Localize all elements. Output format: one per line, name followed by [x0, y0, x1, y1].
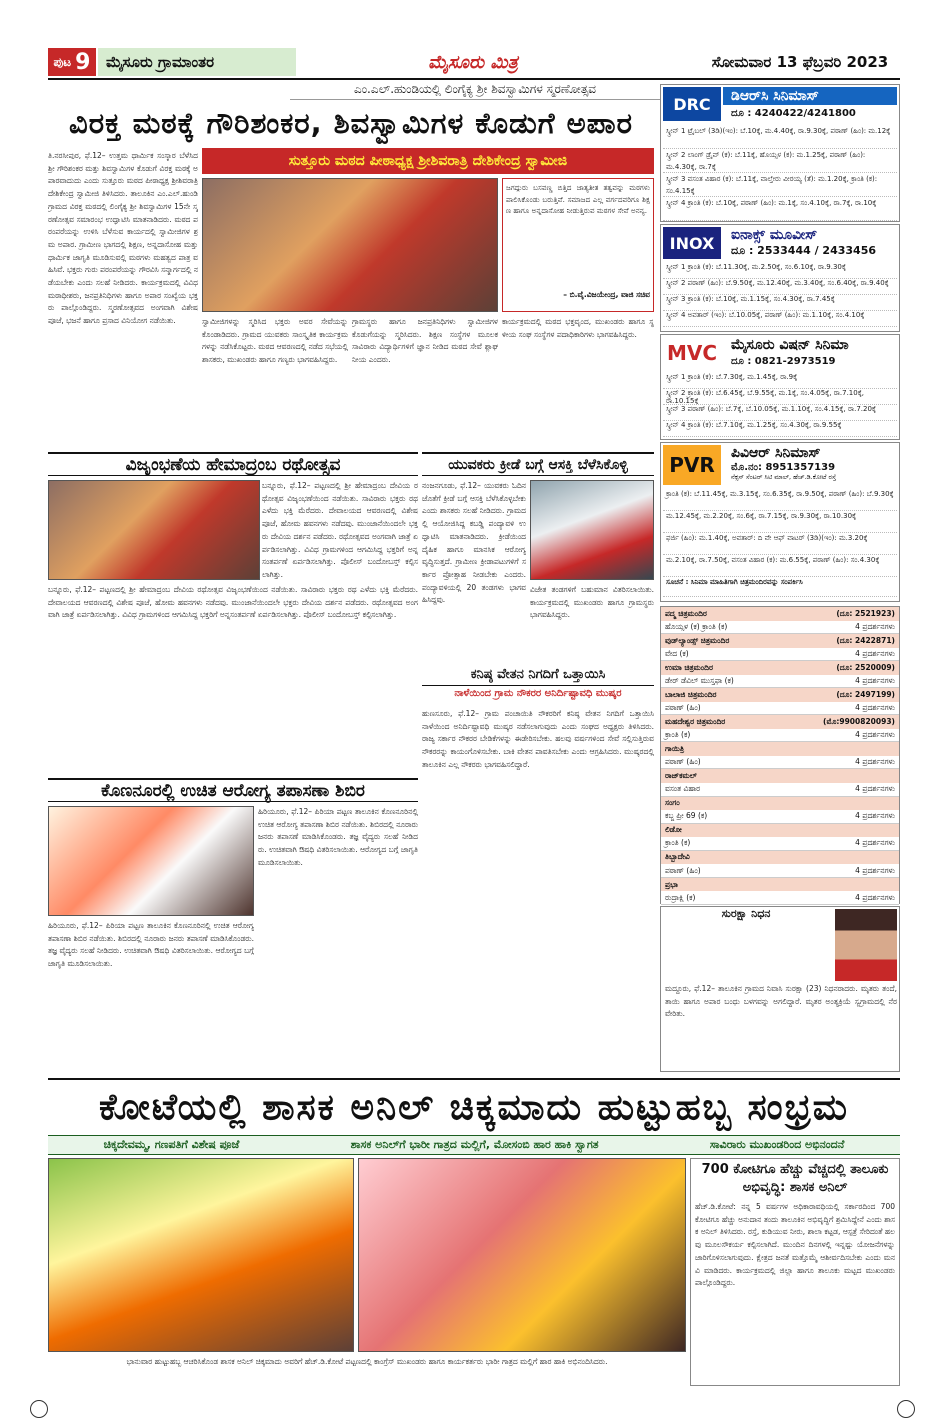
theatre-name-row — [661, 878, 899, 892]
theatre-name: ತಿಬ್ಬಾದೇವಿ — [665, 852, 690, 862]
theatre-name: ಉಮಾ ಚಿತ್ರಮಂದಿರ — [665, 662, 713, 672]
issue-date: ಸೋಮವಾರ 13 ಫೆಬ್ರವರಿ 2023 — [711, 53, 889, 71]
drc-logo: DRC — [663, 87, 721, 121]
theatre-film-row — [661, 756, 899, 770]
sports-photo — [530, 480, 654, 580]
section-name: ಮೈಸೂರು ಗ್ರಾಮಾಂತರ — [98, 48, 296, 76]
inox-name: ಐನಾಕ್ಸ್ ಮೂವೀಸ್ — [723, 227, 897, 243]
theatre-film: ಪಠಾಣ್ (ಹಿಂ) — [665, 757, 701, 767]
lead-col-2: ಸ್ವಾಮೀಜಿಗಳನ್ನು ಸ್ಮರಿಸಿದ ಭಕ್ತರು ಅವರ ಸೇವೆಯನ್ನು ಕೊಂಡಾಡಿದರು. ಗ್ರಾಮದ ಯುವಕರು ಸಾಂಸ್ಕೃತಿಕ ಕಾರ್ಯಕ್ರಮಗಳನ್ನು ನಡೆಸಿಕೊಟ್ಟರು. ಮಠದ ಆವರಣದಲ್ಲಿ ನಡೆದ ಸಭೆಯಲ್ಲಿ ಶಾಸಕರು, ಮುಖಂಡರು ಹಾಗೂ ಗಣ್ಯರು ಭಾಗವಹಿಸಿದ್ದರು. — [202, 317, 348, 365]
mvc-name: ಮೈಸೂರು ವಿಷನ್ ಸಿನಿಮಾ — [723, 337, 897, 353]
theatre-film-row — [661, 648, 899, 662]
theatre-name-row — [661, 715, 899, 729]
drc-screen-row: ಸ್ಕ್ರೀನ್ 1 ಟ್ರೈಬಲ್ (3ಡಿ)(ಇಂ): ಬೆ.10ಕ್ಕೆ, ಮ.4.40ಕ್ಕೆ, ರಾ.9.30ಕ್ಕೆ, ಪಠಾಣ್ (ಹಿಂ): ಮ.12ಕ್ಕೆ — [663, 125, 897, 149]
inox-panel — [660, 224, 900, 332]
inox-screen-row: ಸ್ಕ್ರೀನ್ 2 ಪಠಾಣ್ (ಹಿಂ): ಬೆ.9.50ಕ್ಕೆ, ಮ.12.40ಕ್ಕೆ, ಮ.3.40ಕ್ಕೆ, ಸಂ.6.40ಕ್ಕೆ, ರಾ.9.40ಕ್ಕೆ — [663, 279, 897, 295]
theatre-phone: (ಮೊ:9900820093) — [823, 717, 895, 727]
pvr-address: ನೆಕ್ಸಸ್ ಸೆಂಟರ್ ಸಿಟಿ ಮಾಲ್, ಹೆಚ್.ಡಿ.ಕೋಟೆ ರಸ್ತೆ — [731, 473, 837, 481]
development-box-headline: 700 ಕೋಟಿಗೂ ಹೆಚ್ಚು ವೆಚ್ಚದಲ್ಲಿ ತಾಲೂಕು ಅಭಿವೃದ್ಧಿ: ಶಾಸಕ ಅನಿಲ್ — [701, 1162, 889, 1195]
theatre-entry — [661, 797, 899, 824]
obituary-photo — [835, 909, 897, 981]
inox-screen-row: ಸ್ಕ್ರೀನ್ 1 ಕ್ರಾಂತಿ (ಕ): ಬೆ.11.30ಕ್ಕೆ, ಮ.2.50ಕ್ಕೆ, ಸಂ.6.10ಕ್ಕೆ, ರಾ.9.30ಕ್ಕೆ — [663, 263, 897, 279]
theatre-shows: 4 ಪ್ರದರ್ಶನಗಳು — [855, 675, 895, 685]
theatre-entry — [661, 742, 899, 769]
theatre-shows: 4 ಪ್ರದರ್ಶನಗಳು — [855, 703, 895, 713]
theatre-film-row — [661, 783, 899, 797]
lead-col-1: ತಿ.ನರಸೀಪುರ, ಫೆ.12– ಉತ್ತಮ ಧಾರ್ಮಿಕ ಸಂಸ್ಕಾರ ಬೆಳೆಸಿದ ಶ್ರೀ ಗೌರಿಶಂಕರ ಮತ್ತು ಶಿವಸ್ವಾಮಿಗಳ ಕೊಡುಗೆ ವಿರಕ್ತ ಮಠಕ್ಕೆ ಅಪಾರವಾದುದು ಎಂದು ಸುತ್ತೂರು ಮಠದ ಪೀಠಾಧ್ಯಕ್ಷ ಶ್ರೀಶಿವರಾತ್ರಿ ದೇಶಿಕೇಂದ್ರ ಸ್ವಾಮೀಜಿ ತಿಳಿಸಿದರು. ತಾಲೂಕಿನ ಎಂ.ಎಲ್.ಹುಂಡಿ ಗ್ರಾಮದ ವಿರಕ್ತ ಮಠದಲ್ಲಿ ಲಿಂಗೈಕ್ಯ ಶ್ರೀ ಶಿವಸ್ವಾಮಿಗಳ 15ನೇ ಸ್ಮರಣೋತ್ಸವ ಸಮಾರಂಭ ಉದ್ಘಾಟಿಸಿ ಮಾತನಾಡಿದರು. ಮಠದ ಪರಂಪರೆಯನ್ನು ಉಳಿಸಿ ಬೆಳೆಸುವ ಕಾರ್ಯದಲ್ಲಿ ಸ್ವಾಮೀಜಿಗಳ ಶ್ರಮ ಅಪಾರ. ಗ್ರಾಮೀಣ ಭಾಗದಲ್ಲಿ ಶಿಕ್ಷಣ, ಅನ್ನದಾಸೋಹ ಮತ್ತು ಧಾರ್ಮಿಕ ಜಾಗೃತಿ ಮೂಡಿಸುವಲ್ಲಿ ಮಠಗಳು ಮಹತ್ವದ ಪಾತ್ರ ವಹಿಸಿವೆ. ಭಕ್ತರು ಗುರು ಪರಂಪರೆಯನ್ನು ಗೌರವಿಸಿ ಸನ್ಮಾರ್ಗದಲ್ಲಿ ನಡೆಯಬೇಕು ಎಂದು ಸಲಹೆ ನೀಡಿದರು. ಕಾರ್ಯಕ್ರಮದಲ್ಲಿ ವಿವಿಧ ಮಠಾಧೀಶರು, ಜನಪ್ರತಿನಿಧಿಗಳು ಹಾಗೂ ಅಪಾರ ಸಂಖ್ಯೆಯ ಭಕ್ತರು ಪಾಲ್ಗೊಂಡಿದ್ದರು. ಸ್ಮರಣೋತ್ಸವದ ಅಂಗವಾಗಿ ವಿಶೇಷ ಪೂಜೆ, ಭಜನೆ ಹಾಗೂ ಪ್ರಸಾದ ವಿನಿಯೋಗ ನಡೆಯಿತು. — [48, 151, 198, 326]
obituary-box — [660, 906, 900, 1072]
masthead-rule — [48, 78, 900, 80]
birthday-photo-2 — [358, 1158, 686, 1352]
mvc-panel — [660, 334, 900, 440]
theatre-shows: 4 ಪ್ರದರ್ಶನಗಳು — [855, 892, 895, 902]
theatre-entry — [661, 769, 899, 796]
pvr-name: ಪಿವಿಆರ್ ಸಿನಿಮಾಸ್ — [723, 445, 897, 461]
sports-body-2: ವಿಜೇತ ತಂಡಗಳಿಗೆ ಬಹುಮಾನ ವಿತರಿಸಲಾಯಿತು. ಕಾರ್ಯಕ್ರಮದಲ್ಲಿ ಮುಖಂಡರು ಹಾಗೂ ಗ್ರಾಮಸ್ಥರು ಭಾಗವಹಿಸಿದ್ದರು. — [530, 585, 654, 620]
pvr-panel — [660, 442, 900, 602]
theatre-film: ವಸಂತ ವಿಹಾರ — [665, 784, 701, 794]
theatre-film-row — [661, 729, 899, 743]
theatre-film: ಹೊಯ್ಸಳ (ಕ) ಕ್ರಾಂತಿ (ಕ) — [665, 621, 728, 631]
rathotsava-body-top: ಬನ್ನೂರು, ಫೆ.12– ಪಟ್ಟಣದಲ್ಲಿ ಶ್ರೀ ಹೇಮಾದ್ರಂಬ ದೇವಿಯ ರಥೋತ್ಸವ ವಿಜೃಂಭಣೆಯಿಂದ ನಡೆಯಿತು. ಸಾವಿರಾರು ಭಕ್ತರು ರಥ ಎಳೆದು ಭಕ್ತಿ ಮೆರೆದರು. ದೇವಾಲಯದ ಆವರಣದಲ್ಲಿ ವಿಶೇಷ ಪೂಜೆ, ಹೋಮ ಹವನಗಳು ನಡೆದವು. ಮುಂಜಾನೆಯಿಂದಲೇ ಭಕ್ತರು ದೇವಿಯ ದರ್ಶನ ಪಡೆದರು. ರಥೋತ್ಸವದ ಅಂಗವಾಗಿ ಜಾತ್ರೆ ಏರ್ಪಡಿಸಲಾಗಿತ್ತು. ವಿವಿಧ ಗ್ರಾಮಗಳಿಂದ ಆಗಮಿಸಿದ್ದ ಭಕ್ತರಿಗೆ ಅನ್ನಸಂತರ್ಪಣೆ ಏರ್ಪಡಿಸಲಾಗಿತ್ತು. ಪೊಲೀಸ್ ಬಂದೋಬಸ್ತ್ ಕಲ್ಪಿಸಲಾಗಿತ್ತು. — [262, 481, 418, 579]
registration-mark — [30, 1400, 48, 1418]
theatre-entry — [661, 878, 899, 905]
theatre-name-row — [661, 742, 899, 756]
theatre-phone: (ದೂ: 2520009) — [836, 662, 895, 672]
inox-screen-row: ಸ್ಕ್ರೀನ್ 4 ಅವತಾರ್ (ಇಂ): ಬೆ.10.05ಕ್ಕೆ, ಪಠಾಣ್ (ಹಿಂ): ಮ.1.10ಕ್ಕೆ, ಸಂ.4.10ಕ್ಕೆ — [663, 311, 897, 327]
lead-quote-author: – ಬಿ.ವೈ.ವಿಜಯೇಂದ್ರ, ವಾಜಿ ಸಚಿವ — [563, 290, 650, 299]
drc-name: ಡಿಆರ್‌ಸಿ ಸಿನಿಮಾಸ್ — [723, 87, 897, 105]
theatre-entry — [661, 607, 899, 634]
pvr-show-row: ಮ.2.10ಕ್ಕೆ, ರಾ.7.50ಕ್ಕೆ, ವಸಂತ ವಿಹಾರ (ಕ): ಮ.6.55ಕ್ಕೆ, ಪಠಾಣ್ (ಹಿಂ): ಸಂ.4.30ಕ್ಕೆ — [663, 555, 897, 577]
theatre-entry — [661, 634, 899, 661]
drc-screen-row: ಸ್ಕ್ರೀನ್ 4 ಕ್ರಾಂತಿ (ಕ): ಬೆ.10ಕ್ಕೆ, ಪಠಾಣ್ (ಹಿಂ): ಮ.1ಕ್ಕೆ, ಸಂ.4.10ಕ್ಕೆ, ರಾ.7ಕ್ಕೆ, ರಾ.10ಕ್ಕೆ — [663, 197, 897, 221]
birthday-caption: ಭಾನುವಾರ ಹುಟ್ಟುಹಬ್ಬ ಆಚರಿಸಿಕೊಂಡ ಶಾಸಕ ಅನಿಲ್ ಚಿಕ್ಕಮಾದು ಅವರಿಗೆ ಹೆಚ್.ಡಿ.ಕೋಟೆ ಪಟ್ಟಣದಲ್ಲಿ ಕಾಂಗ್ರೆಸ್ ಮುಖಂಡರು ಹಾಗೂ ಕಾರ್ಯಕರ್ತರು ಭಾರೀ ಗಾತ್ರದ ಮಲ್ಲಿಗೆ ಹಾರ ಹಾಕಿ ಅಭಿನಂದಿಸಿದರು. — [126, 1357, 608, 1366]
theatre-shows: 4 ಪ್ರದರ್ಶನಗಳು — [855, 865, 895, 875]
drc-cinemas-panel — [660, 84, 900, 222]
birthday-headline: ಕೋಟೆಯಲ್ಲಿ ಶಾಸಕ ಅನಿಲ್ ಚಿಕ್ಕಮಾದು ಹುಟ್ಟುಹಬ್ಬ ಸಂಭ್ರಮ — [98, 1087, 850, 1128]
theatre-shows: 4 ಪ್ರದರ್ಶನಗಳು — [855, 730, 895, 740]
development-box-body: ಹೆಚ್.ಡಿ.ಕೋಟೆ: ನನ್ನ 5 ವರ್ಷಗಳ ಅಧಿಕಾರಾವಧಿಯಲ್ಲಿ ಸರ್ಕಾರದಿಂದ 700 ಕೋಟಿಗೂ ಹೆಚ್ಚು ಅನುದಾನ ತಂದು ತಾಲೂಕಿನ ಅಭಿವೃದ್ಧಿಗೆ ಶ್ರಮಿಸಿದ್ದೇನೆ ಎಂದು ಶಾಸಕ ಅನಿಲ್ ತಿಳಿಸಿದರು. ರಸ್ತೆ, ಕುಡಿಯುವ ನೀರು, ಶಾಲಾ ಕಟ್ಟಡ, ಆಸ್ಪತ್ರೆ ಸೇರಿದಂತೆ ಹಲವು ಮೂಲಸೌಕರ್ಯ ಕಲ್ಪಿಸಲಾಗಿದೆ. ಮುಂದಿನ ದಿನಗಳಲ್ಲಿ ಇನ್ನಷ್ಟು ಯೋಜನೆಗಳನ್ನು ಜಾರಿಗೊಳಿಸಲಾಗುವುದು. ಕ್ಷೇತ್ರದ ಜನತೆ ಮತ್ತೊಮ್ಮೆ ಆಶೀರ್ವದಿಸಬೇಕು ಎಂದು ಮನವಿ ಮಾಡಿದರು. ಕಾರ್ಯಕ್ರಮದಲ್ಲಿ ಜಿಲ್ಲಾ ಹಾಗೂ ತಾಲೂಕು ಮಟ್ಟದ ಮುಖಂಡರು ಪಾಲ್ಗೊಂಡಿದ್ದರು. — [695, 1202, 895, 1288]
theatre-name: ರಾಜ್‌ಕಮಲ್ — [665, 771, 697, 781]
birthday-highlights — [48, 1135, 900, 1155]
theatre-shows: 4 ಪ್ರದರ್ಶನಗಳು — [855, 784, 895, 794]
theatre-name: ಪದ್ಮ ಚಿತ್ರಮಂದಿರ — [665, 608, 707, 618]
theatre-film: ಕ್ರಾಂತಿ (ಕ) — [665, 838, 691, 848]
theatre-name-row — [661, 824, 899, 838]
highlight-item: ಚಿಕ್ಕದೇವಮ್ಮ, ಗಣಪತಿಗೆ ವಿಶೇಷ ಪೂಜೆ — [103, 1138, 240, 1151]
theatre-film-row — [661, 621, 899, 635]
theatre-name: ಬಾಲಾಜಿ ಚಿತ್ರಮಂದಿರ — [665, 690, 717, 699]
development-box — [690, 1158, 900, 1386]
theatre-entry — [661, 824, 899, 851]
birthday-photo-1 — [48, 1158, 354, 1352]
theatre-film-row — [661, 702, 899, 716]
pvr-show-row: ಕ್ರಾಂತಿ (ಕ): ಬೆ.11.45ಕ್ಕೆ, ಮ.3.15ಕ್ಕೆ, ಸಂ.6.35ಕ್ಕೆ, ರಾ.9.50ಕ್ಕೆ, ಪಠಾಣ್ (ಹಿಂ): ಬೆ.9.30ಕ್ಕೆ — [663, 489, 897, 511]
theatre-shows: 4 ಪ್ರದರ್ಶನಗಳು — [855, 648, 895, 658]
theatre-film-row — [661, 675, 899, 689]
theatre-name: ಪ್ರಭಾ — [665, 879, 678, 889]
obituary-title: ಸುರಕ್ಷಾ ನಿಧನ — [721, 907, 771, 920]
rathotsava-headline: ವಿಜೃಂಭಣೆಯ ಹೇಮಾದ್ರಂಬ ರಥೋತ್ಸವ — [48, 452, 418, 476]
theatre-shows: 4 ಪ್ರದರ್ಶನಗಳು — [855, 838, 895, 848]
theatre-film-row — [661, 864, 899, 878]
pvr-phone: ಮೊ.ನಂ: 8951357139 — [731, 461, 836, 473]
lead-photo — [202, 178, 498, 312]
theatre-name-row — [661, 797, 899, 811]
theatre-name-row — [661, 634, 899, 648]
lead-kicker: ಎಂ.ಎಲ್.ಹುಂಡಿಯಲ್ಲಿ ಲಿಂಗೈಕ್ಯ ಶ್ರೀ ಶಿವಸ್ವಾಮಿಗಳ ಸ್ಮರಣೋತ್ಸವ — [290, 82, 660, 100]
theatre-shows: 4 ಪ್ರದರ್ಶನಗಳು — [855, 621, 895, 631]
theatre-film: ಕ್ರಾಂತಿ (ಕ) — [665, 730, 691, 740]
highlight-item: ಶಾಸಕ ಅನಿಲ್‌ಗೆ ಭಾರೀ ಗಾತ್ರದ ಮಲ್ಲಿಗೆ, ಮೋಸಂಬಿ ಹಾರ ಹಾಕಿ ಸ್ವಾಗತ — [350, 1138, 599, 1151]
theatre-name-row — [661, 769, 899, 783]
theatre-entry — [661, 661, 899, 688]
drc-screen-row: ಸ್ಕ್ರೀನ್ 2 ಲಾಂಗ್ ಡ್ರೈವ್ (ಕ): ಬೆ.11ಕ್ಕೆ, ಹೊಯ್ಸಳ (ಕ): ಮ.1.25ಕ್ಕೆ, ಪಠಾಣ್ (ಹಿಂ): ಮ.4.30ಕ್ಕೆ, ರಾ.7ಕ್ಕೆ — [663, 149, 897, 173]
theatre-name: ವುಡ್‌ಲ್ಯಾಂಡ್ಸ್ ಚಿತ್ರಮಂದಿರ — [665, 635, 730, 645]
theatre-name: ಲಿಡೋ — [665, 825, 682, 835]
theatre-phone: (ದೂ: 2497199) — [836, 690, 895, 699]
theatre-name-row — [661, 607, 899, 621]
wage-subhead: ನಾಳೆಯಿಂದ ಗ್ರಾಮ ನೌಕರರ ಅನಿರ್ದಿಷ್ಟಾವಧಿ ಮುಷ್ಕರ — [454, 688, 622, 699]
mvc-screen-row: ಸ್ಕ್ರೀನ್ 2 ಕ್ರಾಂತಿ (ಕ): ಬೆ.6.45ಕ್ಕೆ, ಬೆ.9.55ಕ್ಕೆ, ಮ.1ಕ್ಕೆ, ಸಂ.4.05ಕ್ಕೆ, ರಾ.7.10ಕ್ಕೆ, ರಾ.10.15ಕ್ಕೆ — [663, 389, 897, 405]
sports-headline: ಯುವಕರು ಕ್ರೀಡೆ ಬಗ್ಗೆ ಆಸಕ್ತಿ ಬೆಳೆಸಿಕೊಳ್ಳಿ — [422, 452, 654, 476]
theatre-film: ಡೇರ್ ಡೆವಿಲ್ ಮುಸ್ತಫಾ (ಕ) — [665, 675, 734, 685]
mvc-screen-row: ಸ್ಕ್ರೀನ್ 1 ಕ್ರಾಂತಿ (ಕ): ಬೆ.7.30ಕ್ಕೆ, ಮ.1.45ಕ್ಕೆ, ರಾ.9ಕ್ಕೆ — [663, 373, 897, 389]
drc-screen-row: ಸ್ಕ್ರೀನ್ 3 ವಸಂತ ವಿಹಾರ (ಕ): ಬೆ.11ಕ್ಕೆ, ವಾಲ್ತೇರು ವೀರಯ್ಯ (ತೆ): ಮ.1.20ಕ್ಕೆ, ಕ್ರಾಂತಿ (ಕ): ಸಂ.4.15ಕ್ಕೆ — [663, 173, 897, 197]
health-camp-headline: ಕೊಣನೂರಲ್ಲಿ ಉಚಿತ ಆರೋಗ್ಯ ತಪಾಸಣಾ ಶಿಬಿರ — [48, 778, 418, 802]
theatre-name-row — [661, 661, 899, 675]
inox-phone: ದೂ : 2533444 / 2433456 — [731, 244, 877, 257]
theatre-film: ಕಬ್ಜ ಪ್ರೀ 69 (ಕ) — [665, 811, 708, 821]
health-camp-body-2: ಹಿರಿಯೂರು, ಫೆ.12– ಪಿರಿಯಾ ಪಟ್ಟಣ ತಾಲೂಕಿನ ಕೊಣನೂರಿನಲ್ಲಿ ಉಚಿತ ಆರೋಗ್ಯ ತಪಾಸಣಾ ಶಿಬಿರ ನಡೆಯಿತು. ಶಿಬಿರದಲ್ಲಿ ನೂರಾರು ಜನರು ತಪಾಸಣೆ ಮಾಡಿಸಿಕೊಂಡರು. ತಜ್ಞ ವೈದ್ಯರು ಸಲಹೆ ನೀಡಿದರು. ಉಚಿತವಾಗಿ ಔಷಧಿ ವಿತರಿಸಲಾಯಿತು. ಆರೋಗ್ಯದ ಬಗ್ಗೆ ಜಾಗೃತಿ ಮೂಡಿಸಲಾಯಿತು. — [258, 807, 418, 867]
theatre-film-row — [661, 891, 899, 905]
pvr-logo: PVR — [663, 445, 721, 485]
pvr-show-row: ಮ.12.45ಕ್ಕೆ, ಮ.2.20ಕ್ಕೆ, ಸಂ.6ಕ್ಕೆ, ರಾ.7.15ಕ್ಕೆ, ರಾ.9.30ಕ್ಕೆ, ರಾ.10.30ಕ್ಕೆ — [663, 511, 897, 533]
theatre-name: ಮಹದೇಶ್ವರ ಚಿತ್ರಮಂದಿರ — [665, 717, 726, 727]
pvr-note: ಸೂಚನೆ : ಸಿನಿಮಾ ಮಾಹಿತಿಗಾಗಿ ಚಿತ್ರಮಂದಿರವನ್ನು ಸಂಪರ್ಕಿಸಿ — [663, 577, 897, 597]
obituary-body: ಮದ್ದೂರು, ಫೆ.12– ತಾಲೂಕಿನ ಗ್ರಾಮದ ನಿವಾಸಿ ಸುರಕ್ಷಾ (23) ನಿಧನರಾದರು. ಮೃತರು ತಂದೆ, ತಾಯಿ ಹಾಗೂ ಅಪಾರ ಬಂಧು ಬಳಗವನ್ನು ಅಗಲಿದ್ದಾರೆ. ಮೃತರ ಅಂತ್ಯಕ್ರಿಯೆ ಸ್ವಗ್ರಾಮದಲ್ಲಿ ನೆರವೇರಿತು. — [665, 984, 897, 1019]
theatre-name: ಗಾಯಿತ್ರಿ — [665, 744, 685, 754]
rathotsava-body: ಬನ್ನೂರು, ಫೆ.12– ಪಟ್ಟಣದಲ್ಲಿ ಶ್ರೀ ಹೇಮಾದ್ರಂಬ ದೇವಿಯ ರಥೋತ್ಸವ ವಿಜೃಂಭಣೆಯಿಂದ ನಡೆಯಿತು. ಸಾವಿರಾರು ಭಕ್ತರು ರಥ ಎಳೆದು ಭಕ್ತಿ ಮೆರೆದರು. ದೇವಾಲಯದ ಆವರಣದಲ್ಲಿ ವಿಶೇಷ ಪೂಜೆ, ಹೋಮ ಹವನಗಳು ನಡೆದವು. ಮುಂಜಾನೆಯಿಂದಲೇ ಭಕ್ತರು ದೇವಿಯ ದರ್ಶನ ಪಡೆದರು. ರಥೋತ್ಸವದ ಅಂಗವಾಗಿ ಜಾತ್ರೆ ಏರ್ಪಡಿಸಲಾಗಿತ್ತು. ವಿವಿಧ ಗ್ರಾಮಗಳಿಂದ ಆಗಮಿಸಿದ್ದ ಭಕ್ತರಿಗೆ ಅನ್ನಸಂತರ್ಪಣೆ ಏರ್ಪಡಿಸಲಾಗಿತ್ತು. ಪೊಲೀಸ್ ಬಂದೋಬಸ್ತ್ ಕಲ್ಪಿಸಲಾಗಿತ್ತು. — [48, 585, 418, 620]
pvr-show-row: ಫರ್ಜಿ (ಹಿಂ): ಮ.1.40ಕ್ಕೆ, ಅವತಾರ್: ದಿ ವೇ ಆಫ್ ವಾಟರ್ (3ಡಿ)(ಇಂ): ಮ.3.20ಕ್ಕೆ — [663, 533, 897, 555]
theatre-name: ಸಂಗಂ — [665, 798, 680, 808]
lead-quote-box — [502, 178, 654, 312]
theatre-shows: 4 ಪ್ರದರ್ಶನಗಳು — [855, 757, 895, 767]
theatre-phone: (ದೂ: 2521923) — [836, 608, 895, 618]
theatre-film-row — [661, 837, 899, 851]
theatre-film: ರುದ್ರಾಕ್ಷಿ (ಕ) — [665, 892, 696, 902]
theatre-phone: (ದೂ: 2422871) — [836, 635, 895, 645]
mvc-screen-row: ಸ್ಕ್ರೀನ್ 4 ಕ್ರಾಂತಿ (ಕ): ಬೆ.7.10ಕ್ಕೆ, ಮ.1.25ಕ್ಕೆ, ಸಂ.4.30ಕ್ಕೆ, ರಾ.9.55ಕ್ಕೆ — [663, 421, 897, 437]
theatre-shows: 4 ಪ್ರದರ್ಶನಗಳು — [855, 811, 895, 821]
lead-quote: ಜಗದ್ಗುರು ಬಸವಣ್ಣ ಬಿತ್ತಿದ ಜಾತ್ಯತೀತ ತತ್ವವನ್ನು ಮಠಗಳು ಪಾಲಿಸಿಕೊಂಡು ಬರುತ್ತಿವೆ. ಸಮಾಜದ ಎಲ್ಲ ವರ್ಗದವರಿಗೂ ಶಿಕ್ಷಣ ಹಾಗೂ ಅನ್ನದಾಸೋಹ ನೀಡುತ್ತಿರುವ ಮಠಗಳ ಸೇವೆ ಅನನ್ಯ. — [506, 183, 650, 215]
health-camp-body: ಹಿರಿಯೂರು, ಫೆ.12– ಪಿರಿಯಾ ಪಟ್ಟಣ ತಾಲೂಕಿನ ಕೊಣನೂರಿನಲ್ಲಿ ಉಚಿತ ಆರೋಗ್ಯ ತಪಾಸಣಾ ಶಿಬಿರ ನಡೆಯಿತು. ಶಿಬಿರದಲ್ಲಿ ನೂರಾರು ಜನರು ತಪಾಸಣೆ ಮಾಡಿಸಿಕೊಂಡರು. ತಜ್ಞ ವೈದ್ಯರು ಸಲಹೆ ನೀಡಿದರು. ಉಚಿತವಾಗಿ ಔಷಧಿ ವಿತರಿಸಲಾಯಿತು. ಆರೋಗ್ಯದ ಬಗ್ಗೆ ಜಾಗೃತಿ ಮೂಡಿಸಲಾಯಿತು. — [48, 921, 254, 969]
theatre-film: ಪಠಾಣ್ (ಹಿಂ) — [665, 865, 701, 875]
wage-body: ಹುಣಸೂರು, ಫೆ.12– ಗ್ರಾಮ ಪಂಚಾಯಿತಿ ನೌಕರರಿಗೆ ಕನಿಷ್ಠ ವೇತನ ನಿಗದಿಗೆ ಒತ್ತಾಯಿಸಿ ನಾಳೆಯಿಂದ ಅನಿರ್ದಿಷ್ಟಾವಧಿ ಮುಷ್ಕರ ನಡೆಸಲಾಗುವುದು ಎಂದು ಸಂಘದ ಅಧ್ಯಕ್ಷರು ತಿಳಿಸಿದರು. ರಾಜ್ಯ ಸರ್ಕಾರ ನೌಕರರ ಬೇಡಿಕೆಗಳನ್ನು ಈಡೇರಿಸಬೇಕು. ಹಲವು ವರ್ಷಗಳಿಂದ ಸೇವೆ ಸಲ್ಲಿಸುತ್ತಿರುವ ನೌಕರರನ್ನು ಕಾಯಂಗೊಳಿಸಬೇಕು. ಬಾಕಿ ವೇತನ ಪಾವತಿಸಬೇಕು ಎಂದು ಆಗ್ರಹಿಸಿದರು. ಮುಷ್ಕರದಲ್ಲಿ ತಾಲೂಕಿನ ಎಲ್ಲ ನೌಕರರು ಭಾಗವಹಿಸಲಿದ್ದಾರೆ. — [422, 709, 654, 769]
theatre-entry — [661, 851, 899, 878]
lead-headline: ವಿರಕ್ತ ಮಠಕ್ಕೆ ಗೌರಿಶಂಕರ, ಶಿವಸ್ವಾಮಿಗಳ ಕೊಡುಗೆ ಅಪಾರ — [69, 105, 633, 140]
registration-mark — [897, 1400, 915, 1418]
lead-col-4: ಕಾರ್ಯಕ್ರಮದಲ್ಲಿ ಮಠದ ಭಕ್ತವೃಂದ, ಮುಖಂಡರು ಹಾಗೂ ಸ್ಥಳೀಯ ಸಂಘ ಸಂಸ್ಥೆಗಳ ಪದಾಧಿಕಾರಿಗಳು ಭಾಗವಹಿಸಿದ್ದರು. — [502, 317, 654, 339]
highlight-item: ಸಾವಿರಾರು ಮುಖಂಡರಿಂದ ಅಭಿನಂದನೆ — [709, 1138, 845, 1151]
theatre-list — [660, 606, 900, 904]
mvc-logo: MVC — [663, 337, 721, 369]
theatre-film-row — [661, 810, 899, 824]
sports-body: ನಂಜನಗೂಡು, ಫೆ.12– ಯುವಕರು ಓದಿನ ಜೊತೆಗೆ ಕ್ರೀಡೆ ಬಗ್ಗೆ ಆಸಕ್ತಿ ಬೆಳೆಸಿಕೊಳ್ಳಬೇಕು ಎಂದು ಶಾಸಕರು ಸಲಹೆ ನೀಡಿದರು. ಗ್ರಾಮದಲ್ಲಿ ಆಯೋಜಿಸಿದ್ದ ಕಬಡ್ಡಿ ಪಂದ್ಯಾವಳಿ ಉದ್ಘಾಟಿಸಿ ಮಾತನಾಡಿದರು. ಕ್ರೀಡೆಯಿಂದ ದೈಹಿಕ ಹಾಗೂ ಮಾನಸಿಕ ಆರೋಗ್ಯ ವೃದ್ಧಿಸುತ್ತದೆ. ಗ್ರಾಮೀಣ ಕ್ರೀಡಾಪಟುಗಳಿಗೆ ಸರ್ಕಾರ ಪ್ರೋತ್ಸಾಹ ನೀಡಬೇಕು ಎಂದರು. ಪಂದ್ಯಾವಳಿಯಲ್ಲಿ 20 ತಂಡಗಳು ಭಾಗವಹಿಸಿದ್ದವು. — [422, 481, 526, 605]
health-camp-photo — [48, 806, 254, 916]
theatre-film: ವೇದ (ಕ) — [665, 648, 689, 658]
drc-phone: ದೂ : 4240422/4241800 — [731, 107, 856, 119]
newspaper-logo: ಮೈಸೂರು ಮಿತ್ರ — [428, 51, 518, 73]
bottom-rule — [48, 1078, 900, 1080]
theatre-entry — [661, 688, 899, 715]
mvc-phone: ದೂ : 0821-2973519 — [731, 355, 836, 367]
inox-logo: INOX — [663, 227, 721, 259]
theatre-name-row — [661, 688, 899, 702]
theatre-name-row — [661, 851, 899, 865]
wage-headline: ಕನಿಷ್ಠ ವೇತನ ನಿಗದಿಗೆ ಒತ್ತಾಯಿಸಿ — [422, 664, 654, 686]
rathotsava-photo — [48, 480, 260, 580]
lead-col-3: ಗ್ರಾಮಸ್ಥರು ಹಾಗೂ ಜನಪ್ರತಿನಿಧಿಗಳು ಸ್ವಾಮೀಜಿಗಳ ಕೊಡುಗೆಯನ್ನು ಸ್ಮರಿಸಿದರು. ಶಿಕ್ಷಣ ಸಂಸ್ಥೆಗಳ ಮೂಲಕ ಸಾವಿರಾರು ವಿದ್ಯಾರ್ಥಿಗಳಿಗೆ ಜ್ಞಾನ ನೀಡಿದ ಮಠದ ಸೇವೆ ಶ್ಲಾಘನೀಯ ಎಂದರು. — [352, 317, 498, 365]
theatre-film: ಪಠಾಣ್ (ಹಿಂ) — [665, 703, 701, 713]
theatre-entry — [661, 715, 899, 742]
lead-subhead: ಸುತ್ತೂರು ಮಠದ ಪೀಠಾಧ್ಯಕ್ಷ ಶ್ರೀಶಿವರಾತ್ರಿ ದೇಶಿಕೇಂದ್ರ ಸ್ವಾಮೀಜಿ — [202, 148, 654, 174]
page-number-badge: ಪುಟ 9 — [48, 48, 96, 76]
inox-screen-row: ಸ್ಕ್ರೀನ್ 3 ಕ್ರಾಂತಿ (ಕ): ಬೆ.10ಕ್ಕೆ, ಮ.1.15ಕ್ಕೆ, ಸಂ.4.30ಕ್ಕೆ, ರಾ.7.45ಕ್ಕೆ — [663, 295, 897, 311]
mvc-screen-row: ಸ್ಕ್ರೀನ್ 3 ಪಠಾಣ್ (ಹಿಂ): ಬೆ.7ಕ್ಕೆ, ಬೆ.10.05ಕ್ಕೆ, ಮ.1.10ಕ್ಕೆ, ಸಂ.4.15ಕ್ಕೆ, ರಾ.7.20ಕ್ಕೆ — [663, 405, 897, 421]
